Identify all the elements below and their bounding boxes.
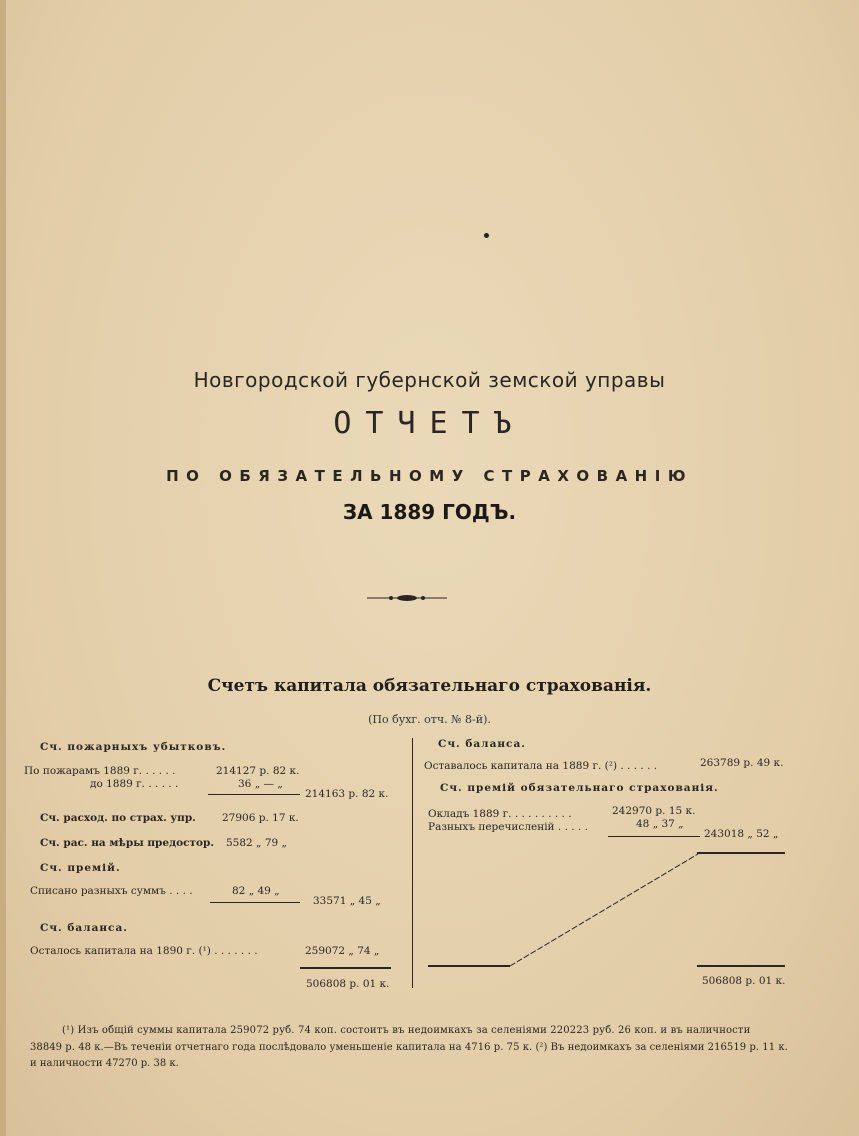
footnote-line-3: и наличности 47270 р. 38 к. xyxy=(30,1058,179,1069)
left-losses-row2-value: 36 „ — „ xyxy=(238,778,283,790)
right-total-rule xyxy=(697,965,785,967)
right-premiums-total: 243018 „ 52 „ xyxy=(704,828,779,840)
left-balance-heading: Сч. баланса. xyxy=(40,922,128,934)
header-year: ЗА 1889 ГОДЪ. xyxy=(342,500,517,524)
left-section-losses-heading: Сч. пожарныхъ убытковъ. xyxy=(40,741,227,753)
left-grand-total: 506808 р. 01 к. xyxy=(306,978,390,990)
account-title: Счетъ капитала обязательнаго страхованія. xyxy=(207,676,652,696)
left-premiums-heading: Сч. премій. xyxy=(40,862,121,874)
left-prevention-label: Сч. рас. на мѣры предостор. xyxy=(40,837,214,849)
header-title: ОТЧЕТЪ xyxy=(333,406,526,441)
left-expense-value: 27906 р. 17 к. xyxy=(222,812,299,824)
left-balance-label: Осталось капитала на 1890 г. (¹) . . . . . . . xyxy=(30,945,258,957)
right-premiums-row2-value: 48 „ 37 „ xyxy=(636,818,684,830)
left-premiums-subtotal-rule xyxy=(210,902,300,903)
right-balance-value: 263789 р. 49 к. xyxy=(700,757,784,769)
left-losses-total: 214163 р. 82 к. xyxy=(305,788,389,800)
right-premiums-heading: Сч. премій обязательнаго страхованія. xyxy=(440,782,719,794)
footnote-line-2: 38849 р. 48 к.—Въ теченіи отчетнаго года послѣдовало уменьшеніе капитала на 4716 р. 75 к. (²) Въ недоимкахъ за селеніями 216519 р. 11 к. xyxy=(30,1042,788,1053)
right-premiums-row1-value: 242970 р. 15 к. xyxy=(612,805,696,817)
right-premiums-row2-label: Разныхъ перечисленій . . . . . xyxy=(428,821,588,833)
column-divider xyxy=(412,738,413,988)
left-balance-value: 259072 „ 74 „ xyxy=(305,945,380,957)
footnote-line-1: (¹) Изъ общій суммы капитала 259072 руб. 74 коп. состоитъ въ недоимкахъ за селеніями 220223 руб. 26 коп. и въ наличности xyxy=(62,1025,751,1036)
ornament-divider xyxy=(367,593,447,603)
left-losses-row1-value: 214127 р. 82 к. xyxy=(216,765,300,777)
right-premiums-subtotal-rule xyxy=(608,836,700,837)
left-losses-row2-label: до 1889 г. . . . . . xyxy=(90,778,179,790)
page-edge xyxy=(0,0,6,1136)
left-prevention-value: 5582 „ 79 „ xyxy=(226,837,287,849)
left-losses-subtotal-rule xyxy=(208,794,300,795)
header-line-3: ПО ОБЯЗАТЕЛЬНОМУ СТРАХОВАНІЮ xyxy=(166,467,693,485)
account-subtitle: (По бухг. отч. № 8-й). xyxy=(368,713,491,726)
header-line-1: Новгородской губернской земской управы xyxy=(193,368,666,392)
right-grand-total: 506808 р. 01 к. xyxy=(702,975,786,987)
right-premiums-row1-label: Окладъ 1889 г. . . . . . . . . . xyxy=(428,808,572,820)
right-balance-label: Оставалось капитала на 1889 г. (²) . . . . . . xyxy=(424,760,658,772)
right-balance-heading: Сч. баланса. xyxy=(438,738,526,750)
left-premiums-value: 82 „ 49 „ xyxy=(232,885,280,897)
left-subtotal-2: 33571 „ 45 „ xyxy=(313,895,381,907)
left-total-double-rule xyxy=(300,967,391,969)
left-losses-row1-label: По пожарамъ 1889 г. . . . . . xyxy=(24,765,176,777)
ink-dot xyxy=(484,233,489,238)
left-expense-label: Сч. расход. по страх. упр. xyxy=(40,812,196,824)
left-premiums-label: Списано разныхъ суммъ . . . . xyxy=(30,885,193,897)
right-cancel-line xyxy=(426,852,786,972)
